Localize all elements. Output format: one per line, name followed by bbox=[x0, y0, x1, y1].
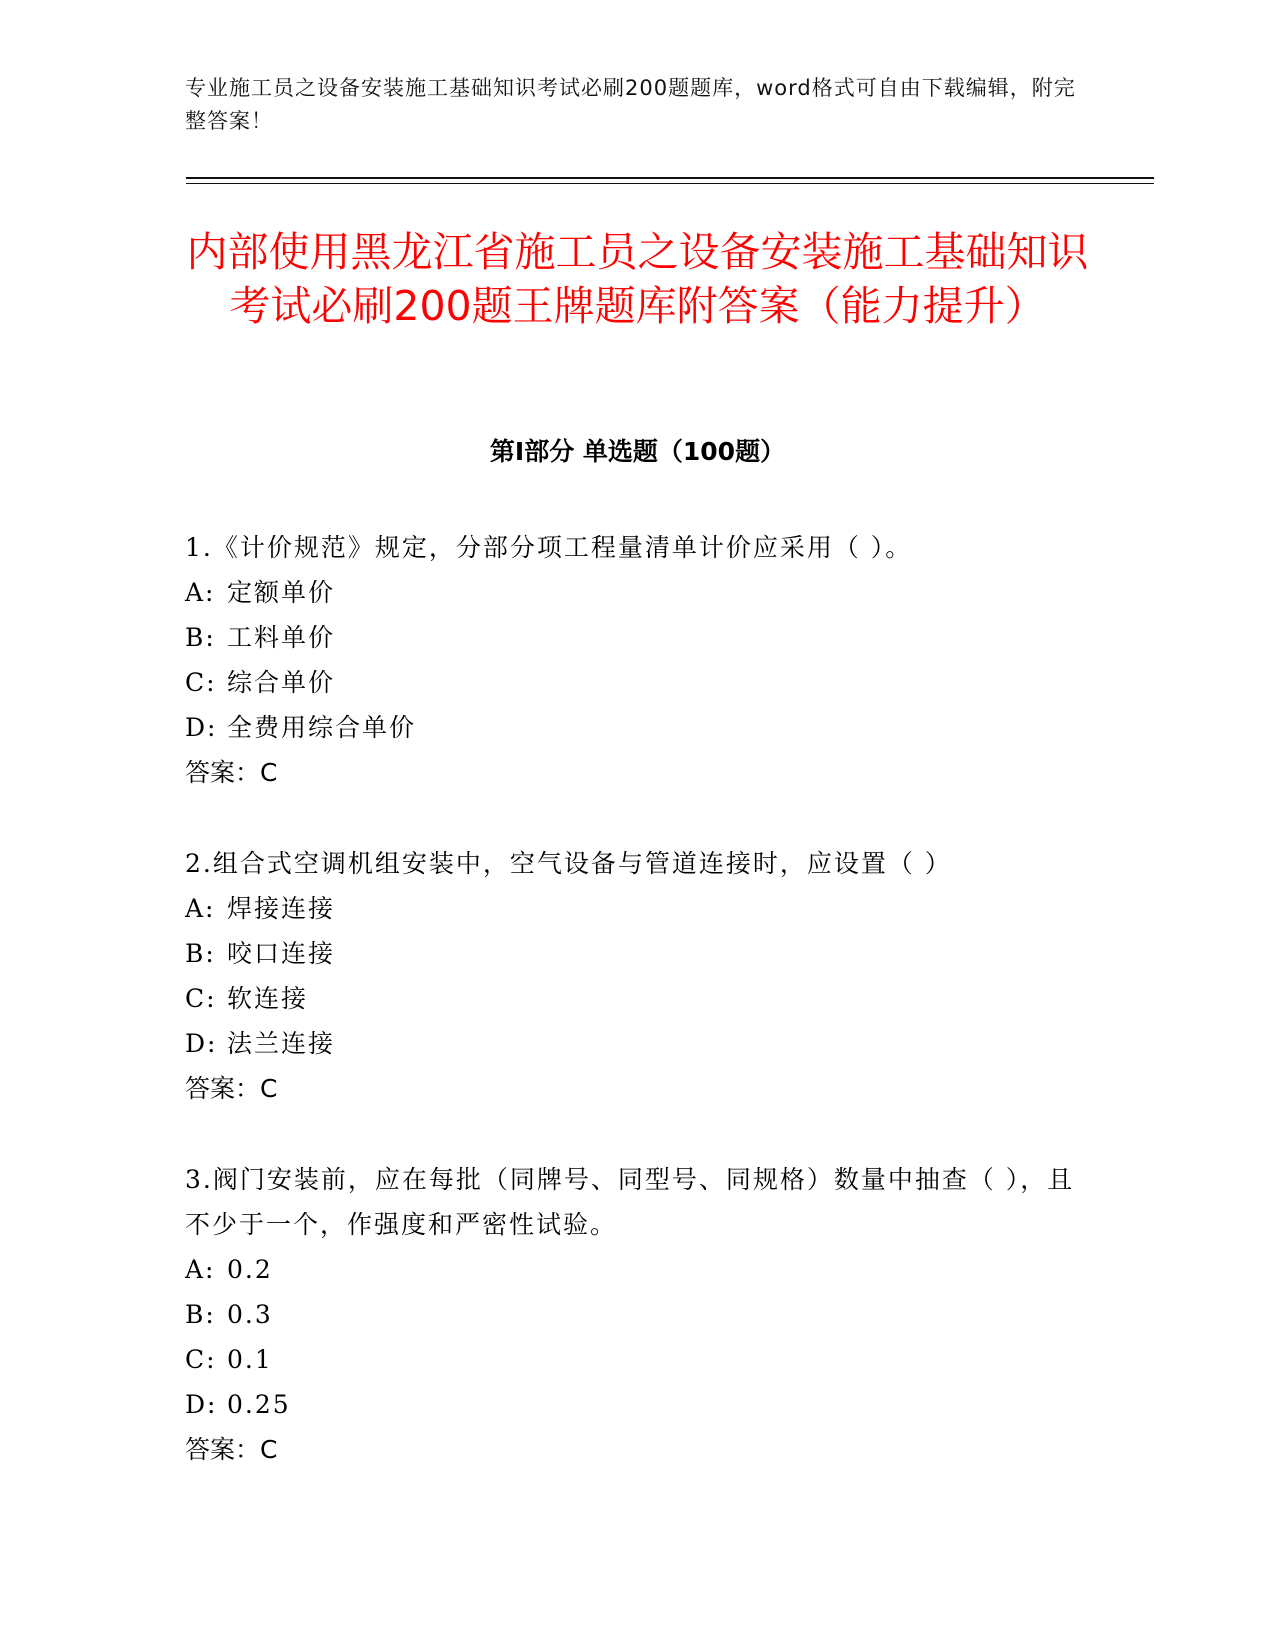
document-title: 内部使用黑龙江省施工员之设备安装施工基础知识考试必刷200题王牌题库附答案（能力提升） bbox=[186, 228, 1089, 330]
question-stem: 1.《计价规范》规定，分部分项工程量清单计价应采用（ ）。 bbox=[185, 533, 913, 562]
option-c bbox=[185, 976, 1085, 1021]
option-text: 定额单价 bbox=[227, 578, 336, 607]
answer-line: 答案：C bbox=[185, 758, 278, 787]
option-text: 0.25 bbox=[227, 1390, 291, 1419]
option-b bbox=[185, 931, 1085, 976]
option-text: 法兰连接 bbox=[227, 1029, 336, 1058]
option-letter: D: bbox=[185, 1029, 218, 1058]
option-text: 0.2 bbox=[227, 1255, 273, 1284]
option-c bbox=[185, 1337, 1085, 1382]
option-text: 软连接 bbox=[227, 984, 309, 1013]
option-letter: B: bbox=[185, 939, 216, 968]
answer-line: 答案：C bbox=[185, 1074, 278, 1103]
option-text: 咬口连接 bbox=[227, 939, 336, 968]
option-letter: C: bbox=[185, 1345, 217, 1374]
option-letter: A: bbox=[185, 1255, 216, 1284]
question-1 bbox=[185, 525, 1085, 795]
question-stem: 3.阀门安装前，应在每批（同牌号、同型号、同规格）数量中抽查（ ），且不少于一个，作强度和严密性试验。 bbox=[185, 1165, 1075, 1239]
option-text: 0.3 bbox=[227, 1300, 273, 1329]
option-text: 全费用综合单价 bbox=[227, 713, 417, 742]
option-b bbox=[185, 1292, 1085, 1337]
question-3 bbox=[185, 1157, 1085, 1472]
option-text: 0.1 bbox=[227, 1345, 273, 1374]
option-letter: C: bbox=[185, 984, 217, 1013]
option-text: 工料单价 bbox=[227, 623, 336, 652]
option-letter: B: bbox=[185, 1300, 216, 1329]
section-heading: 第I部分 单选题（100题） bbox=[489, 437, 786, 466]
option-letter: D: bbox=[185, 713, 218, 742]
option-a bbox=[185, 1247, 1085, 1292]
option-a bbox=[185, 570, 1085, 615]
header-divider-thick bbox=[186, 177, 1154, 179]
option-d bbox=[185, 1021, 1085, 1066]
header-note: 专业施工员之设备安装施工基础知识考试必刷200题题库，word格式可自由下载编辑，附完整答案！ bbox=[185, 76, 1076, 133]
option-text: 综合单价 bbox=[227, 668, 336, 697]
question-2 bbox=[185, 841, 1085, 1111]
question-stem: 2.组合式空调机组安装中，空气设备与管道连接时，应设置（ ） bbox=[185, 849, 952, 878]
option-d bbox=[185, 1382, 1085, 1427]
option-text: 焊接连接 bbox=[227, 894, 336, 923]
option-letter: A: bbox=[185, 894, 216, 923]
header-divider-thin bbox=[186, 183, 1154, 184]
option-c bbox=[185, 660, 1085, 705]
option-b bbox=[185, 615, 1085, 660]
option-d bbox=[185, 705, 1085, 750]
option-letter: B: bbox=[185, 623, 216, 652]
answer-line: 答案：C bbox=[185, 1435, 278, 1464]
option-letter: C: bbox=[185, 668, 217, 697]
option-letter: A: bbox=[185, 578, 216, 607]
option-letter: D: bbox=[185, 1390, 218, 1419]
option-a bbox=[185, 886, 1085, 931]
